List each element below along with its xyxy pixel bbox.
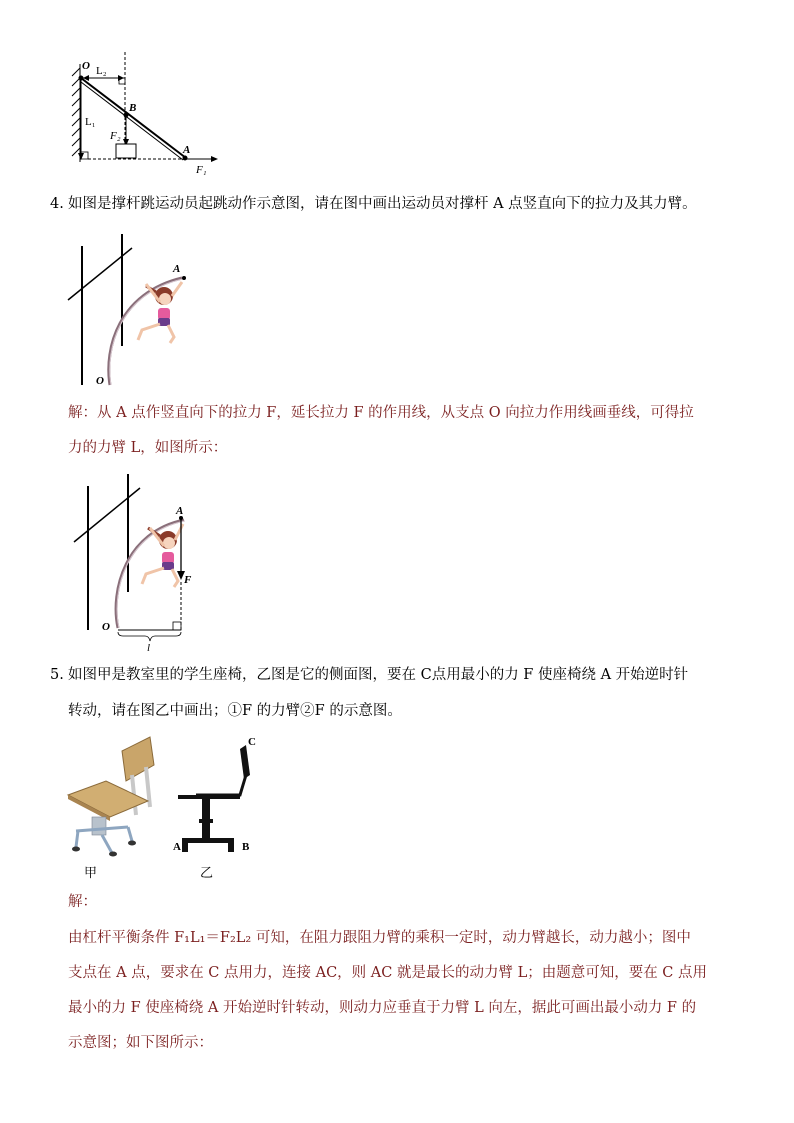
pole-vault-answer-diagram [68,470,218,655]
label-c: C [248,736,256,748]
label-f: F [184,574,192,586]
label-a: A [173,263,181,275]
label-yi: 乙 [200,866,214,881]
label-jia: 甲 [84,866,98,881]
q4-number: 4. [50,196,64,212]
q5-solution-line3: 最小的力 F 使座椅绕 A 开始逆时针转动，则动力应垂直于力臂 L 向左，据此可画出最小动力 F 的 [68,1000,697,1016]
label-o: O [102,621,110,633]
lever-diagram [66,50,236,175]
label-o: O [82,60,90,72]
q5-solution-title: 解： [68,894,97,910]
label-l: l [147,642,151,654]
q5-text-line1: 如图甲是教室里的学生座椅，乙图是它的侧面图，要在 C点用最小的力 F 使座椅绕 A 开始逆时针 [68,667,689,683]
label-b: B [129,102,137,114]
chair-photo-jia [62,735,162,860]
q5-solution-line2: 支点在 A 点，要求在 C 点用力，连接 AC，则 AC 就是最长的动力臂 L；由题意可知，要在 C 点用 [68,965,708,981]
label-a: A [183,144,191,156]
label-f2: F₂ [110,130,121,142]
q5-text-line2: 转动，请在图乙中画出；①F 的力臂②F 的示意图。 [68,703,402,719]
q4-solution-line2: 力的力臂 L，如图所示： [68,440,228,456]
label-l1: L₁ [85,116,96,128]
q5-solution-line4: 示意图；如下图所示： [68,1035,213,1051]
label-a: A [176,505,184,517]
label-f1: F₁ [196,164,207,175]
label-o: O [96,375,104,387]
q4-text: 如图是撑杆跳运动员起跳动作示意图，请在图中画出运动员对撑杆 A 点竖直向下的拉力及其力臂。 [68,196,697,212]
q4-solution-line1: 解：从 A 点作竖直向下的拉力 F，延长拉力 F 的作用线，从支点 O 向拉力作用线画垂线，可得拉 [68,405,694,421]
label-l2: L₂ [96,65,107,77]
pole-vault-diagram [64,228,204,393]
q5-number: 5. [50,667,64,683]
q5-solution-line1: 由杠杆平衡条件 F₁L₁＝F₂L₂ 可知，在阻力跟阻力臂的乘积一定时，动力臂越长，动力越小；图中 [68,930,691,946]
label-b: B [242,841,250,853]
label-a: A [173,841,181,853]
chair-side-view-yi [168,735,268,860]
